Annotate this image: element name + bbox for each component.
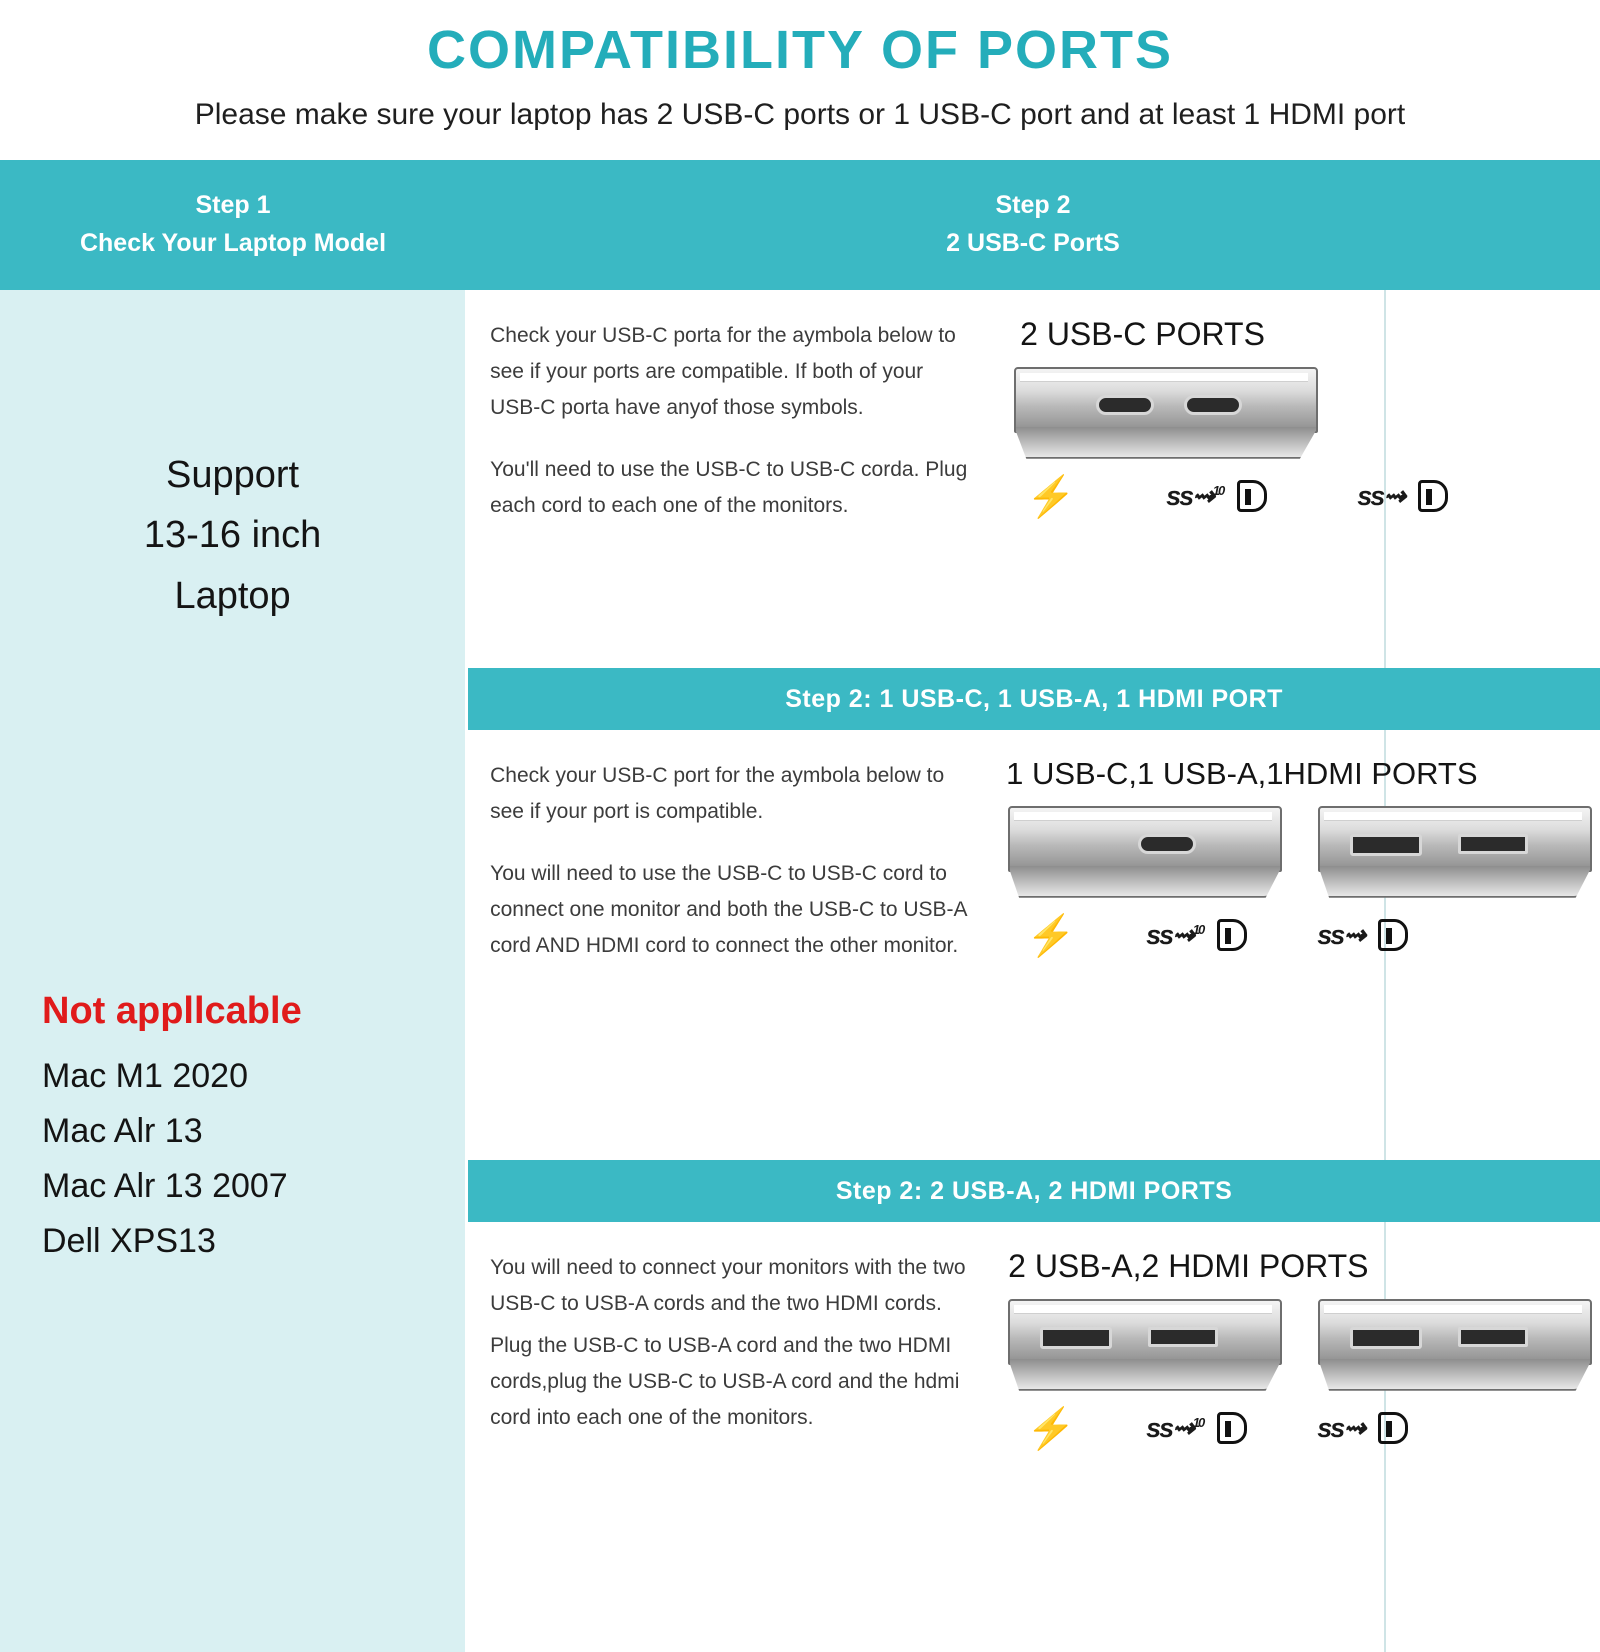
support-line-3: Laptop <box>174 575 291 618</box>
laptop-edge <box>1008 1299 1278 1391</box>
header-step-2 <box>466 160 1600 290</box>
list-item: Mac Alr 13 2007 <box>42 1166 288 1205</box>
ports-column <box>468 290 1600 1652</box>
usb-a-port-icon <box>1148 1327 1218 1347</box>
paragraph: You'll need to use the USB-C to USB-C corda. Plug each cord to each one of the monitors. <box>490 458 968 518</box>
symbol-row <box>1016 1405 1600 1452</box>
usb-c-port-icon <box>1184 395 1242 415</box>
laptop-model-column <box>0 290 468 1652</box>
section-usb-a-hdmi <box>468 1160 1600 1652</box>
visual-title: 2 USB-C PORTS <box>1020 315 1265 352</box>
laptop-base <box>1008 1359 1282 1391</box>
displayport-icon <box>1217 1412 1247 1444</box>
table-header-row <box>0 160 1600 290</box>
laptop-body <box>1014 367 1318 433</box>
laptop-edge <box>1318 1299 1588 1391</box>
displayport-icon <box>1378 1412 1408 1444</box>
ss-usb-dp-icon: ss⇝ <box>1317 919 1408 951</box>
step1-subtitle: Check Your Laptop Model <box>79 228 387 257</box>
ss-usb-10-dp-icon: ss⇝$^{10}$ <box>1146 1412 1247 1444</box>
laptop-edge-group <box>1014 367 1600 459</box>
section-3-visual <box>988 1242 1600 1642</box>
band-step-2c: Step 2: 2 USB-A, 2 HDMI PORTS <box>468 1160 1600 1222</box>
ss-usb-10-dp-icon: ss⇝$^{10}$ <box>1146 919 1247 951</box>
laptop-base <box>1008 866 1282 898</box>
displayport-icon <box>1217 919 1247 951</box>
ss-usb-dp-icon: ss⇝ <box>1357 480 1448 512</box>
band-step-2b: Step 2: 1 USB-C, 1 USB-A, 1 HDMI PORT <box>468 668 1600 730</box>
thunderbolt-icon: ⚡ <box>1026 1406 1077 1451</box>
laptop-edge <box>1014 367 1314 459</box>
not-applicable-block <box>42 990 302 1269</box>
laptop-base <box>1014 427 1318 459</box>
section-2-usb-c <box>468 290 1600 668</box>
usb-c-port-icon <box>1096 395 1154 415</box>
laptop-lip <box>1020 373 1308 382</box>
list-item: Mac M1 2020 <box>42 1056 248 1095</box>
support-line-2: 13-16 inch <box>143 514 322 557</box>
list-item: Dell XPS13 <box>42 1221 216 1260</box>
laptop-lip <box>1014 1305 1272 1314</box>
section-1-text <box>468 310 988 658</box>
symbol-row <box>1016 912 1600 959</box>
laptop-edge <box>1008 806 1278 898</box>
support-line-1: Support <box>166 453 300 496</box>
usb-a-port-icon <box>1458 834 1528 854</box>
laptop-lip <box>1324 812 1582 821</box>
section-2-text <box>468 750 988 1150</box>
laptop-lip <box>1014 812 1272 821</box>
paragraph: Check your USB-C port for the aymbola below to see if your port is compatible. <box>490 763 945 823</box>
section-1-visual <box>988 310 1600 658</box>
usb-c-port-icon <box>1138 834 1196 854</box>
table-body-row <box>0 290 1600 1652</box>
step2-subtitle: 2 USB-C PortS <box>946 228 1120 257</box>
support-block <box>0 445 465 627</box>
visual-title: 1 USB-C,1 USB-A,1HDMI PORTS <box>1006 755 1478 791</box>
page-header <box>0 0 1600 133</box>
section-usb-c-usb-a-hdmi <box>468 668 1600 1160</box>
ss-usb-10-dp-icon: ss⇝$^{10}$ <box>1166 480 1267 512</box>
section-3-text <box>468 1242 988 1642</box>
paragraph: You will need to use the USB-C to USB-C cord to connect one monitor and both the USB-C to USB-A cord AND HDMI cord to connect the other monitor. <box>490 861 967 958</box>
paragraph: Plug the USB-C to USB-A cord and the two HDMI cords,plug the USB-C to USB-A cord and the hdmi cord into each one of the monitors. <box>490 1333 960 1430</box>
displayport-icon <box>1237 480 1267 512</box>
hdmi-port-icon <box>1040 1327 1112 1349</box>
hdmi-port-icon <box>1350 834 1422 856</box>
ss-usb-dp-icon: ss⇝ <box>1317 1412 1408 1444</box>
section-2-visual <box>988 750 1600 1150</box>
usb-a-port-icon <box>1458 1327 1528 1347</box>
laptop-base <box>1318 1359 1592 1391</box>
paragraph: You will need to connect your monitors with the two USB-C to USB-A cords and the two HDMI cords. <box>490 1255 966 1315</box>
laptop-edge-group <box>1008 1299 1600 1391</box>
list-item: Mac Alr 13 <box>42 1111 203 1150</box>
header-step-1 <box>0 160 466 290</box>
symbol-row <box>1016 473 1600 520</box>
visual-title: 2 USB-A,2 HDMI PORTS <box>1008 1247 1369 1284</box>
displayport-icon <box>1378 919 1408 951</box>
displayport-icon <box>1418 480 1448 512</box>
paragraph: Check your USB-C porta for the aymbola below to see if your ports are compatible. If both of your USB-C porta have anyof those symbols. <box>490 323 956 419</box>
thunderbolt-icon: ⚡ <box>1026 913 1077 958</box>
thunderbolt-icon: ⚡ <box>1026 474 1077 519</box>
not-applicable-title: Not appllcable <box>42 989 302 1032</box>
hdmi-port-icon <box>1350 1327 1422 1349</box>
page-subtitle: Please make sure your laptop has 2 USB-C ports or 1 USB-C port and at least 1 HDMI port <box>194 97 1406 131</box>
step1-title: Step 1 <box>195 191 271 220</box>
laptop-edge-group <box>1008 806 1600 898</box>
laptop-base <box>1318 866 1592 898</box>
page-title: COMPATIBILITY OF PORTS <box>427 20 1173 80</box>
compatibility-table <box>0 157 1600 1652</box>
step2-title: Step 2 <box>995 191 1071 220</box>
laptop-lip <box>1324 1305 1582 1314</box>
laptop-edge <box>1318 806 1588 898</box>
